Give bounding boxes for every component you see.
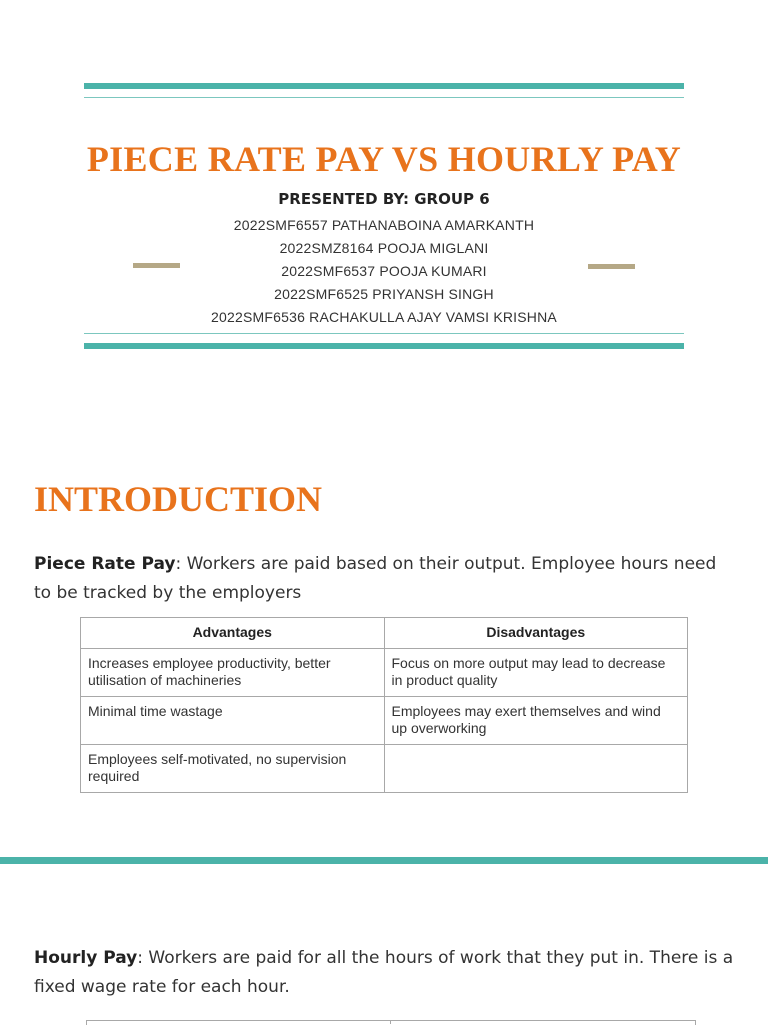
member-name: 2022SMZ8164 POOJA MIGLANI — [279, 240, 489, 256]
top-accent-line — [84, 97, 684, 98]
table-cell: Focus on more output may lead to decrease in product quality — [384, 649, 688, 697]
slide-divider — [0, 857, 768, 864]
left-decoration — [133, 263, 180, 268]
table-row — [81, 697, 688, 745]
bottom-accent-line — [84, 333, 684, 334]
table-row — [81, 745, 688, 793]
member-name: 2022SMF6537 POOJA KUMARI — [281, 263, 487, 279]
table-cell: Employees may exert themselves and wind up overworking — [384, 697, 688, 745]
piece-rate-term: Piece Rate Pay — [34, 554, 176, 574]
table-cell — [384, 745, 688, 793]
hourly-table-divider — [390, 1020, 391, 1024]
member-name: 2022SMF6557 PATHANABOINA AMARKANTH — [233, 217, 535, 233]
column-header: Disadvantages — [384, 618, 688, 649]
piece-rate-paragraph — [34, 550, 734, 608]
member-name: 2022SMF6525 PRIYANSH SINGH — [274, 286, 494, 302]
advantages-table — [80, 617, 688, 793]
table-header-row — [81, 618, 688, 649]
table-row — [81, 649, 688, 697]
slide-title: PIECE RATE PAY VS HOURLY PAY — [86, 139, 682, 179]
table-cell: Minimal time wastage — [81, 697, 385, 745]
title-slide — [0, 0, 768, 380]
table-cell: Employees self-motivated, no supervision required — [81, 745, 385, 793]
hourly-pay-paragraph — [34, 944, 734, 1002]
table-cell: Increases employee productivity, better utilisation of machineries — [81, 649, 385, 697]
piece-rate-description: : Workers are paid based on their output. Employee hours need to be tracked by the employers — [34, 554, 717, 603]
hourly-table-top — [86, 1020, 696, 1025]
section-heading: INTRODUCTION — [34, 479, 323, 519]
top-accent-bar — [84, 83, 684, 89]
hourly-pay-term: Hourly Pay — [34, 948, 138, 968]
hourly-pay-description: : Workers are paid for all the hours of work that they put in. There is a fixed wage rate for each hour. — [34, 948, 734, 997]
presented-by: PRESENTED BY: GROUP 6 — [278, 190, 490, 208]
bottom-accent-bar — [84, 343, 684, 349]
column-header: Advantages — [81, 618, 385, 649]
member-name: 2022SMF6536 RACHAKULLA AJAY VAMSI KRISHNA — [211, 309, 557, 325]
right-decoration — [588, 264, 635, 269]
